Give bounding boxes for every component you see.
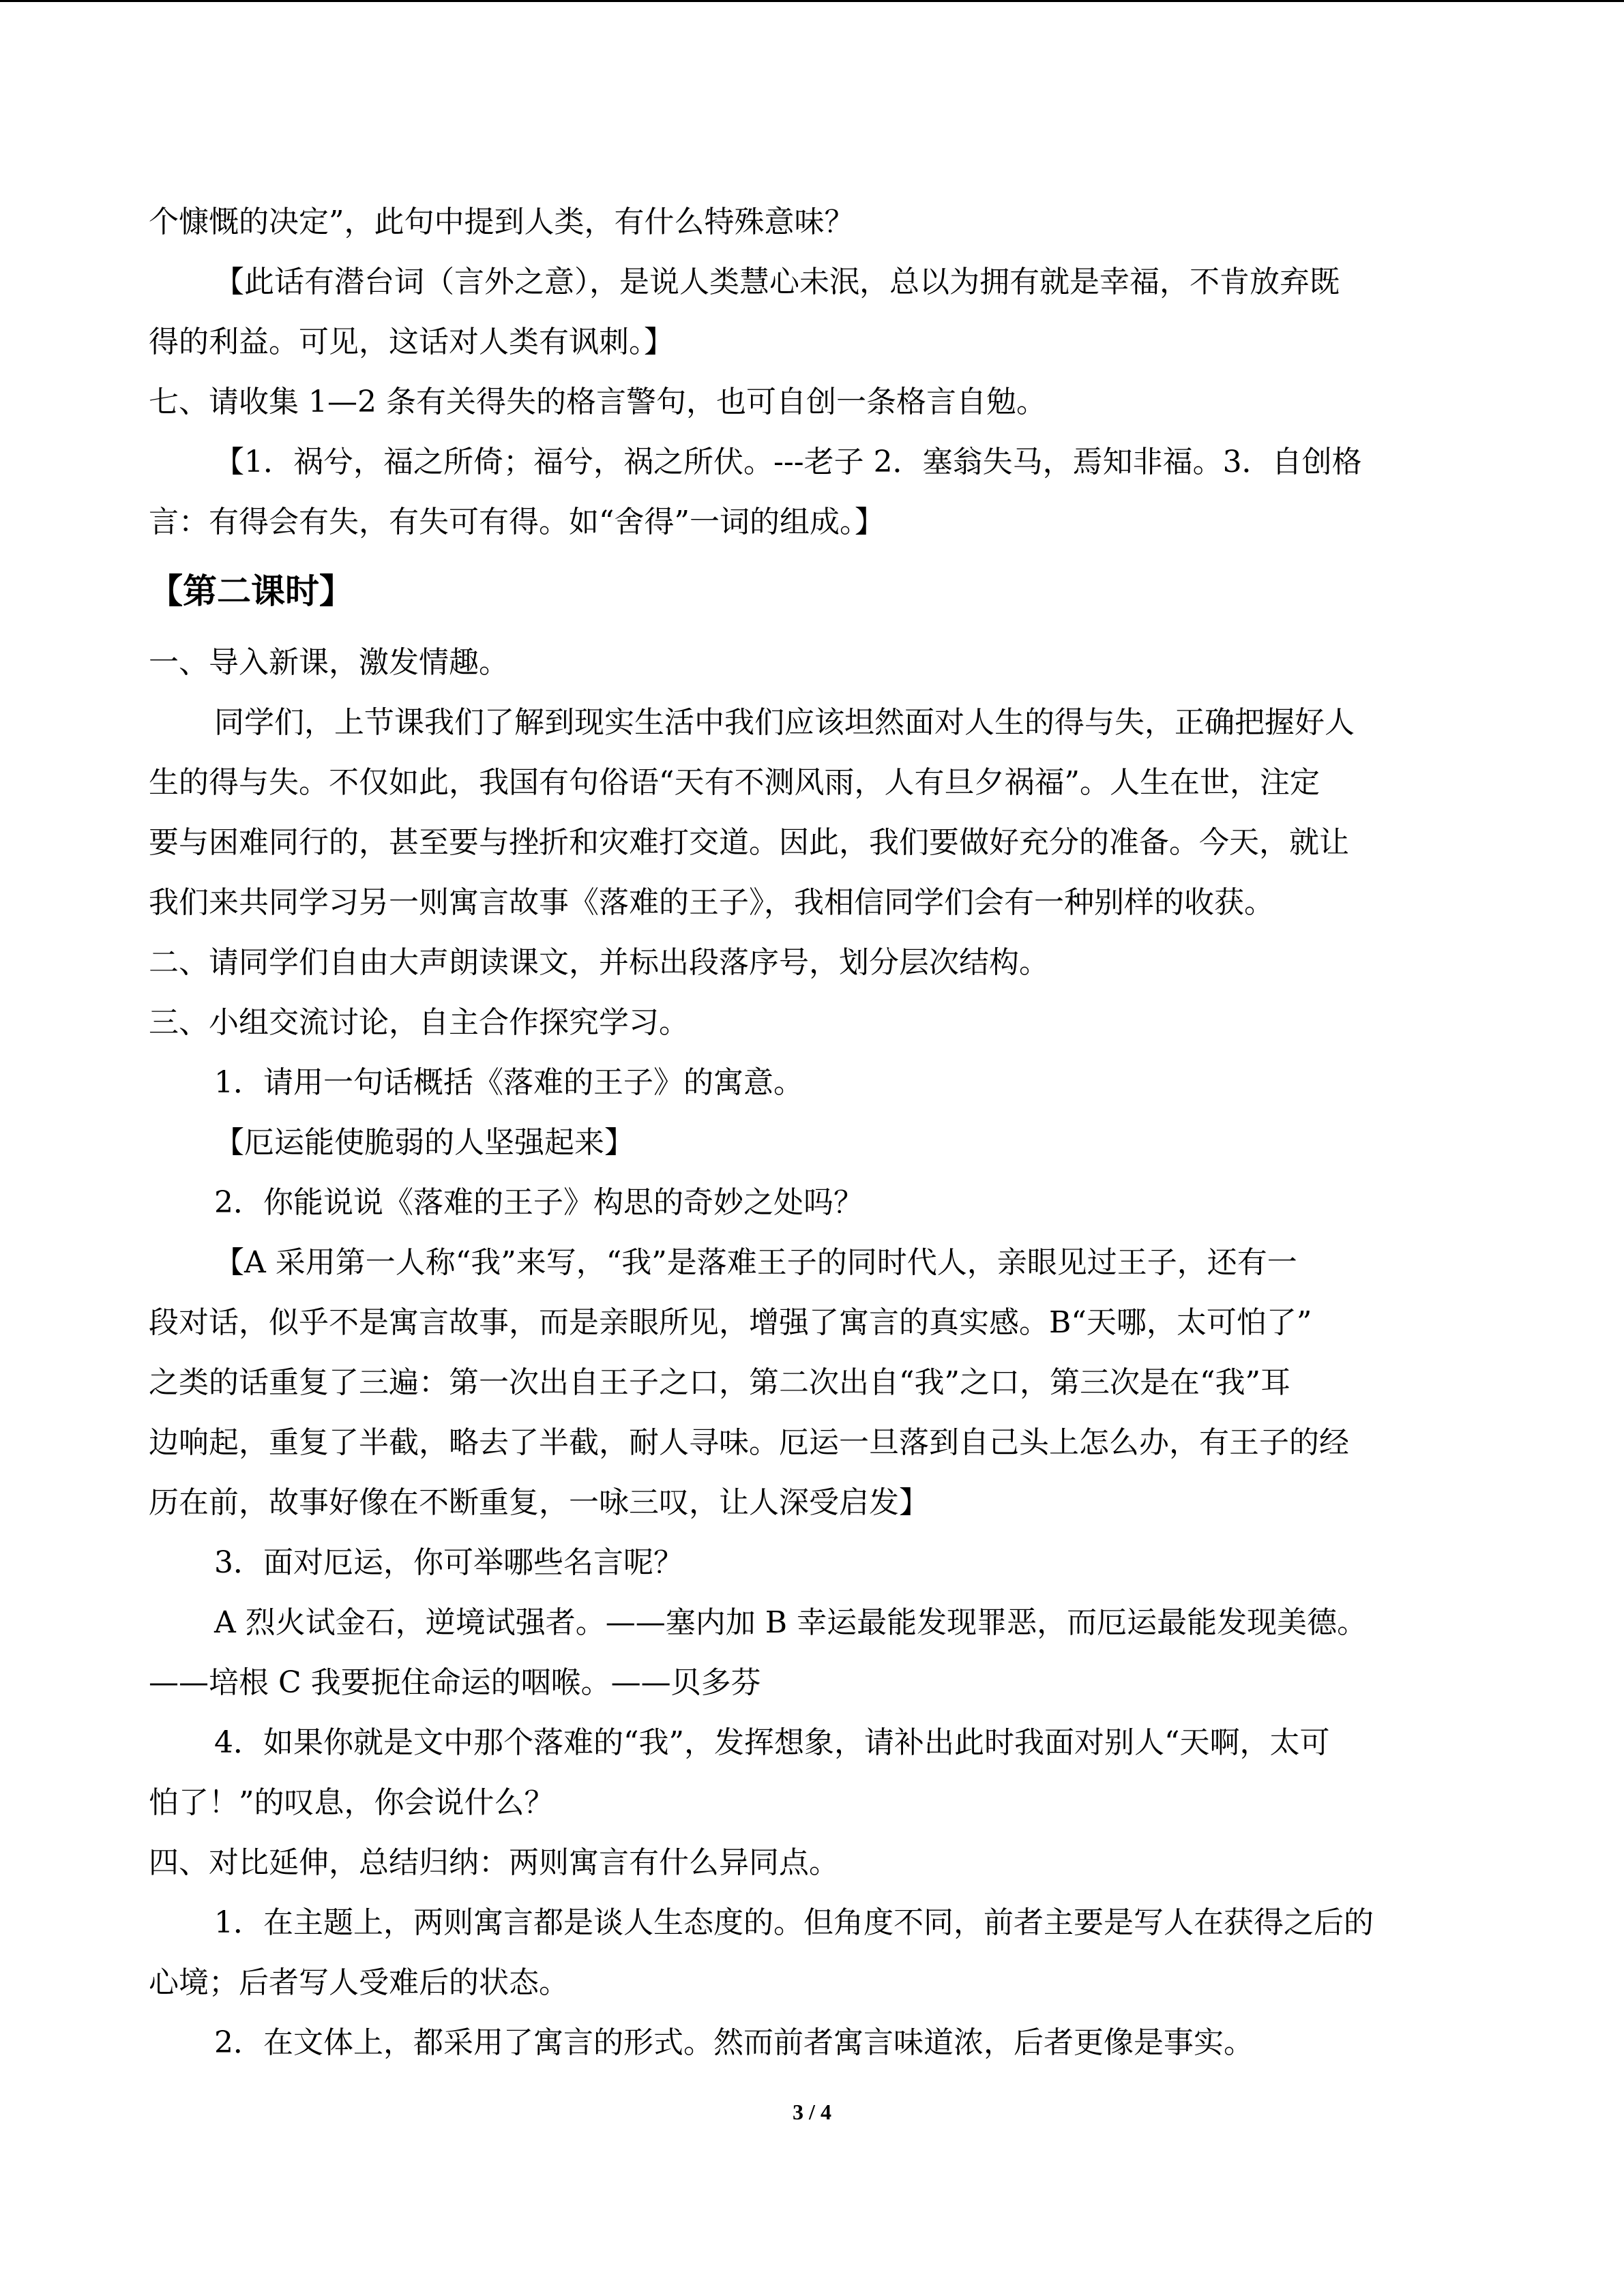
text-line: 个慷慨的决定”，此句中提到人类，有什么特殊意味？ xyxy=(149,205,855,239)
text-line: 七、请收集 1—2 条有关得失的格言警句，也可自创一条格言自勉。 xyxy=(149,385,1046,419)
text-line: 要与困难同行的，甚至要与挫折和灾难打交道。因此，我们要做好充分的准备。今天，就让 xyxy=(149,825,1349,860)
page-number: 3 / 4 xyxy=(793,2100,831,2124)
section-heading: 【第二课时】 xyxy=(149,571,353,611)
top-border-line xyxy=(0,0,1624,2)
text-line: 得的利益。可见，这话对人类有讽刺。】 xyxy=(149,325,674,359)
text-line: 四、对比延伸，总结归纳：两则寓言有什么异同点。 xyxy=(149,1845,839,1880)
text-line: 2．你能说说《落难的王子》构思的奇妙之处吗？ xyxy=(214,1185,863,1220)
text-line: 生的得与失。不仅如此，我国有句俗语“天有不测风雨，人有旦夕祸福”。人生在世，注定 xyxy=(149,765,1320,800)
text-line: 1．在主题上，两则寓言都是谈人生态度的。但角度不同，前者主要是写人在获得之后的 xyxy=(214,1905,1374,1940)
text-line: 一、导入新课，激发情趣。 xyxy=(149,645,509,680)
text-line: 我们来共同学习另一则寓言故事《落难的王子》，我相信同学们会有一种别样的收获。 xyxy=(149,885,1274,920)
text-line: 3．面对厄运，你可举哪些名言呢？ xyxy=(214,1545,683,1580)
text-line: 【厄运能使脆弱的人坚强起来】 xyxy=(214,1125,634,1160)
text-line: 三、小组交流讨论，自主合作探究学习。 xyxy=(149,1005,689,1040)
text-line: 言：有得会有失，有失可有得。如“舍得”一词的组成。】 xyxy=(149,505,885,539)
text-line: A 烈火试金石，逆境试强者。——塞内加 B 幸运最能发现罪恶，而厄运最能发现美德。 xyxy=(214,1605,1368,1640)
text-line: 2．在文体上，都采用了寓言的形式。然而前者寓言味道浓，后者更像是事实。 xyxy=(214,2025,1254,2060)
text-line: 同学们，上节课我们了解到现实生活中我们应该坦然面对人生的得与失，正确把握好人 xyxy=(214,705,1355,740)
text-line: 二、请同学们自由大声朗读课文，并标出段落序号，划分层次结构。 xyxy=(149,945,1049,980)
text-line: 历在前，故事好像在不断重复，一咏三叹，让人深受启发】 xyxy=(149,1485,929,1520)
text-line: 4．如果你就是文中那个落难的“我”，发挥想象，请补出此时我面对别人“天啊，太可 xyxy=(214,1725,1330,1760)
text-line: 段对话，似乎不是寓言故事，而是亲眼所见，增强了寓言的真实感。B“天哪，太可怕了” xyxy=(149,1305,1312,1340)
text-line: 心境；后者写人受难后的状态。 xyxy=(149,1965,569,2000)
text-line: 1．请用一句话概括《落难的王子》的寓意。 xyxy=(214,1065,803,1100)
text-line: 边响起，重复了半截，略去了半截，耐人寻味。厄运一旦落到自己头上怎么办，有王子的经 xyxy=(149,1425,1349,1460)
text-line: 怕了！”的叹息，你会说什么？ xyxy=(149,1785,555,1820)
text-line: ——培根 C 我要扼住命运的咽喉。——贝多芬 xyxy=(149,1665,761,1700)
text-line: 【1．祸兮，福之所倚；福兮，祸之所伏。---老子 2．塞翁失马，焉知非福。3．自创格 xyxy=(214,445,1362,479)
text-line: 之类的话重复了三遍：第一次出自王子之口，第二次出自“我”之口，第三次是在“我”耳 xyxy=(149,1365,1290,1400)
text-line: 【此话有潜台词（言外之意），是说人类慧心未泯，总以为拥有就是幸福，不肯放弃既 xyxy=(214,265,1340,299)
text-line: 【A 采用第一人称“我”来写，“我”是落难王子的同时代人，亲眼见过王子，还有一 xyxy=(214,1245,1297,1280)
